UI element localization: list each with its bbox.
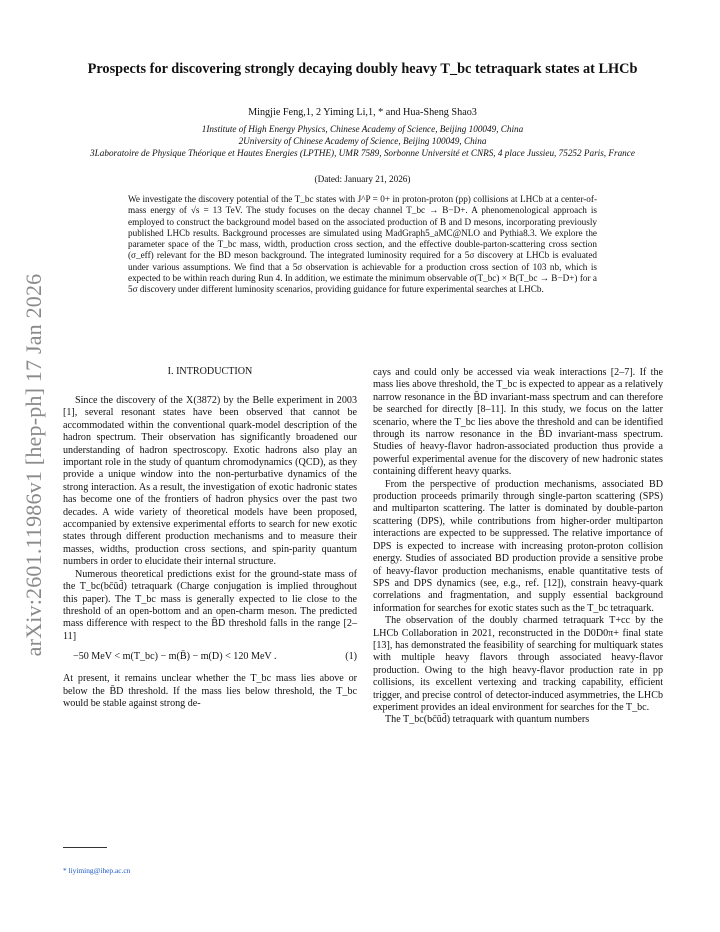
right-column — [373, 367, 663, 727]
footnote-rule — [63, 847, 107, 848]
arxiv-sidebar — [23, 255, 45, 675]
arxiv-identifier: arXiv:2601.11986v1 [hep-ph] 17 Jan 2026 — [21, 273, 46, 657]
footnote-email[interactable] — [63, 866, 130, 875]
paragraph: From the perspective of production mechanisms, associated BD production proceeds primarily through single-parton scattering (SPS) and multiparton scattering. The latter is dominated by double-parton scattering (DPS), while contributions from higher-order multiparton interactions are expected to be suppressed. The relative importance of DPS is expected to increase with increasing proton-proton collision energy. Studies of associated BD production provide a sensitive probe of heavy-flavor production mechanisms, enable quantitative tests of SPS and DPS dynamics (see, e.g., ref. [12]), constrain heavy-quark correlations and fragmentation, and supply essential background information for searches for exotic states such as the T_bc tetraquark. — [373, 478, 663, 614]
equation-body: −50 MeV < m(T_bc) − m(B̄) − m(D) < 120 MeV . — [73, 651, 277, 663]
affiliation-1: 1Institute of High Energy Physics, Chinese Academy of Science, Beijing 100049, China — [201, 124, 524, 134]
dated-line: (Dated: January 21, 2026) — [314, 174, 411, 184]
paragraph: The observation of the doubly charmed tetraquark T+cc by the LHCb Collaboration in 2021, reconstructed in the D0D0π+ final state [13], has demonstrated the feasibility of searching for multiquark states with multiple heavy flavors through associated heavy-flavor production. Owing to the high heavy-flavor production rate in pp collisions, its excellent vertexing and tracking capability, efficient trigger, and precise control of detector-induced asymmetries, the LHCb experiment provides an ideal environment for searches for the T_bc. — [373, 615, 663, 713]
paragraph: Numerous theoretical predictions exist for the ground-state mass of the T_bc(bc̄ūd̄) tetraquark (Charge conjugation is implied throughout this paper). The T_bc mass is generally expected to lie close to the threshold of an open-bottom and an open-charm meson. The predicted mass difference with respect to the B̄D threshold falls in the range [2–11] — [63, 568, 357, 642]
paragraph: The T_bc(bc̄ūd̄) tetraquark with quantum numbers — [385, 714, 590, 726]
author-list: Mingjie Feng,1, 2 Yiming Li,1, * and Hua-Sheng Shao3 — [248, 107, 477, 118]
paragraph: cays and could only be accessed via weak interactions [2–7]. If the mass lies above threshold, the T_bc is expected to appear as a relatively narrow resonance in the B̄D invariant-mass spectrum and can therefore be searched for directly [8–11]. In this study, we focus on the latter scenario, where the T_bc lies above the threshold and can be identified through its narrow resonance in the B̄D invariant-mass spectrum. Studies of heavy-flavor hadron-associated production thus provide a powerful experimental avenue for the discovery of new hadronic states containing different heavy quarks. — [373, 367, 663, 478]
equation-1 — [63, 643, 357, 673]
abstract: We investigate the discovery potential of the T_bc states with J^P = 0+ in proton-proton (pp) collisions at LHCb at a center-of-mass energy of √s = 13 TeV. The study focuses on the decay channel T_bc → B−D+. A phenomenological approach is employed to construct the background model based on the associated production of B and D mesons, incorporating previously published LHCb results. Background processes are simulated using MadGraph5_aMC@NLO and Pythia8.3. We explore the parameter space of the T_bc mass, width, production cross section, and the effective double-parton-scattering cross section (σ_eff) relevant for the BD meson background. The integrated luminosity required for a 5σ discovery at LHCb is evaluated under various assumptions. We find that a 5σ observation is achievable for a production cross section of 103 nb, which is expected to be within reach during Run 4. In addition, we estimate the minimum observable σ(T_bc) × B(T_bc → B−D+) for a 5σ discovery under different luminosity scenarios, providing guidance for future experimental searches at LHCb. — [128, 194, 597, 295]
paper-title: Prospects for discovering strongly decaying doubly heavy T_bc tetraquark states at LHCb — [87, 61, 638, 77]
affiliation-3: 3Laboratoire de Physique Théorique et Hautes Energies (LPTHE), UMR 7589, Sorbonne Université et CNRS, 4 place Jussieu, 75252 Paris, France — [90, 148, 635, 158]
affiliation-2: 2University of Chinese Academy of Science, Beijing 100049, China — [238, 136, 487, 146]
equation-number: (1) — [345, 651, 357, 663]
email-link[interactable]: * liyiming@ihep.ac.cn — [63, 866, 131, 875]
section-heading: I. INTRODUCTION — [167, 366, 253, 377]
left-column — [63, 395, 357, 710]
paragraph: Since the discovery of the X(3872) by the Belle experiment in 2003 [1], several resonant states have been observed that cannot be accommodated within the conventional quark-model description of the hadron spectrum. Their observation has significantly broadened our understanding of hadron spectroscopy. Exotic hadrons also play an important role in the study of quantum chromodynamics (QCD), as they provide a unique window into the non-perturbative dynamics of the strong interaction. As a result, the investigation of exotic hadronic states has become one of the frontiers of hadron physics over the past two decades. A wide variety of theoretical models have been proposed, accompanied by extensive experimental efforts to search for new exotic states through different production mechanisms and to measure their masses, widths, production cross sections, and spin-parity quantum numbers in order to elucidate their internal structure. — [63, 395, 357, 568]
paragraph: At present, it remains unclear whether the T_bc mass lies above or below the B̄D threshold. If the mass lies below threshold, the T_bc would be stable against strong de- — [63, 673, 357, 709]
